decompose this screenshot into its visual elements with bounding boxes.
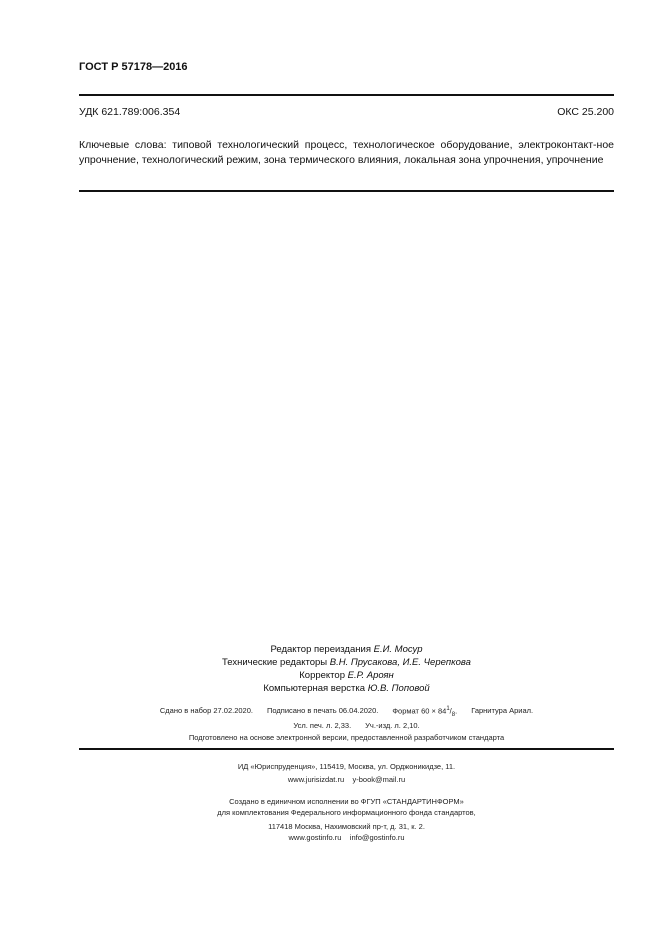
typeface-info: Гарнитура Ариал. (471, 706, 534, 715)
editor-line (79, 643, 614, 656)
keywords-paragraph: Ключевые слова: типовой технологический процесс, технологическое оборудование, электроконтакт-ное упрочнение, технологический режим, зона термического влияния, локальная зона упрочнения, упрочнение (79, 139, 614, 166)
format-prefix: Формат 60 × 84 (392, 706, 447, 716)
bottom-rule (79, 748, 614, 750)
format-sub: 8 (451, 712, 456, 718)
tech-editors-label: Технические редакторы (222, 657, 328, 668)
print-info-row-2 (79, 721, 614, 730)
publish-sheets: Уч.-изд. л. 2,10. (365, 721, 420, 730)
publisher-site: www.jurisizdat.ru (287, 775, 345, 784)
print-info-row-1 (79, 706, 614, 718)
publisher-line-4: для комплектования Федерального информационного фонда стандартов, (217, 808, 476, 817)
publisher-line-2 (79, 775, 614, 784)
prepared-note: Подготовлено на основе электронной версии, предоставленной разработчиком стандарта (188, 733, 505, 742)
editor-label: Редактор переиздания (270, 644, 371, 655)
publisher-mail: y-book@mail.ru (352, 775, 406, 784)
print-info-block (79, 706, 614, 730)
corrector-label: Корректор (299, 670, 345, 681)
oks-code: ОКС 25.200 (557, 106, 614, 118)
standard-number: ГОСТ Р 57178—2016 (79, 61, 188, 73)
publisher-line-3: Создано в единичном исполнении во ФГУП «СТАНДАРТИНФОРМ» (229, 797, 464, 806)
corrector-name: Е.Р. Ароян (347, 670, 394, 681)
gostinfo-site: www.gostinfo.ru (288, 833, 342, 842)
top-rule (79, 94, 614, 96)
publisher-line-5: 117418 Москва, Нахимовский пр-т, д. 31, к. 2. (268, 822, 425, 831)
format-sup: 1 (446, 706, 450, 712)
publisher-line-1: ИД «Юриспруденция», 115419, Москва, ул. Орджоникидзе, 11. (237, 762, 456, 771)
layout-label: Компьютерная верстка (263, 683, 366, 694)
format-suffix: . (455, 706, 458, 716)
editor-name: Е.И. Мосур (373, 644, 423, 655)
tech-editors-names: В.Н. Прусакова, И.Е. Черепкова (329, 657, 471, 668)
udk-code: УДК 621.789:006.354 (79, 106, 181, 118)
gostinfo-mail: info@gostinfo.ru (349, 833, 405, 842)
print-sheets: Усл. печ. л. 2,33. (293, 721, 352, 730)
tech-editors-line (79, 656, 614, 669)
submitted-date: Сдано в набор 27.02.2020. (159, 706, 253, 715)
layout-name: Ю.В. Поповой (367, 683, 430, 694)
signed-date: Подписано в печать 06.04.2020. (266, 706, 379, 715)
publisher-line-6 (79, 833, 614, 842)
credits-block (79, 643, 614, 695)
layout-line (79, 682, 614, 695)
keywords-rule (79, 190, 614, 192)
corrector-line (79, 669, 614, 682)
format-info: Формат $60 \times 84^1/_8$. (392, 706, 458, 718)
